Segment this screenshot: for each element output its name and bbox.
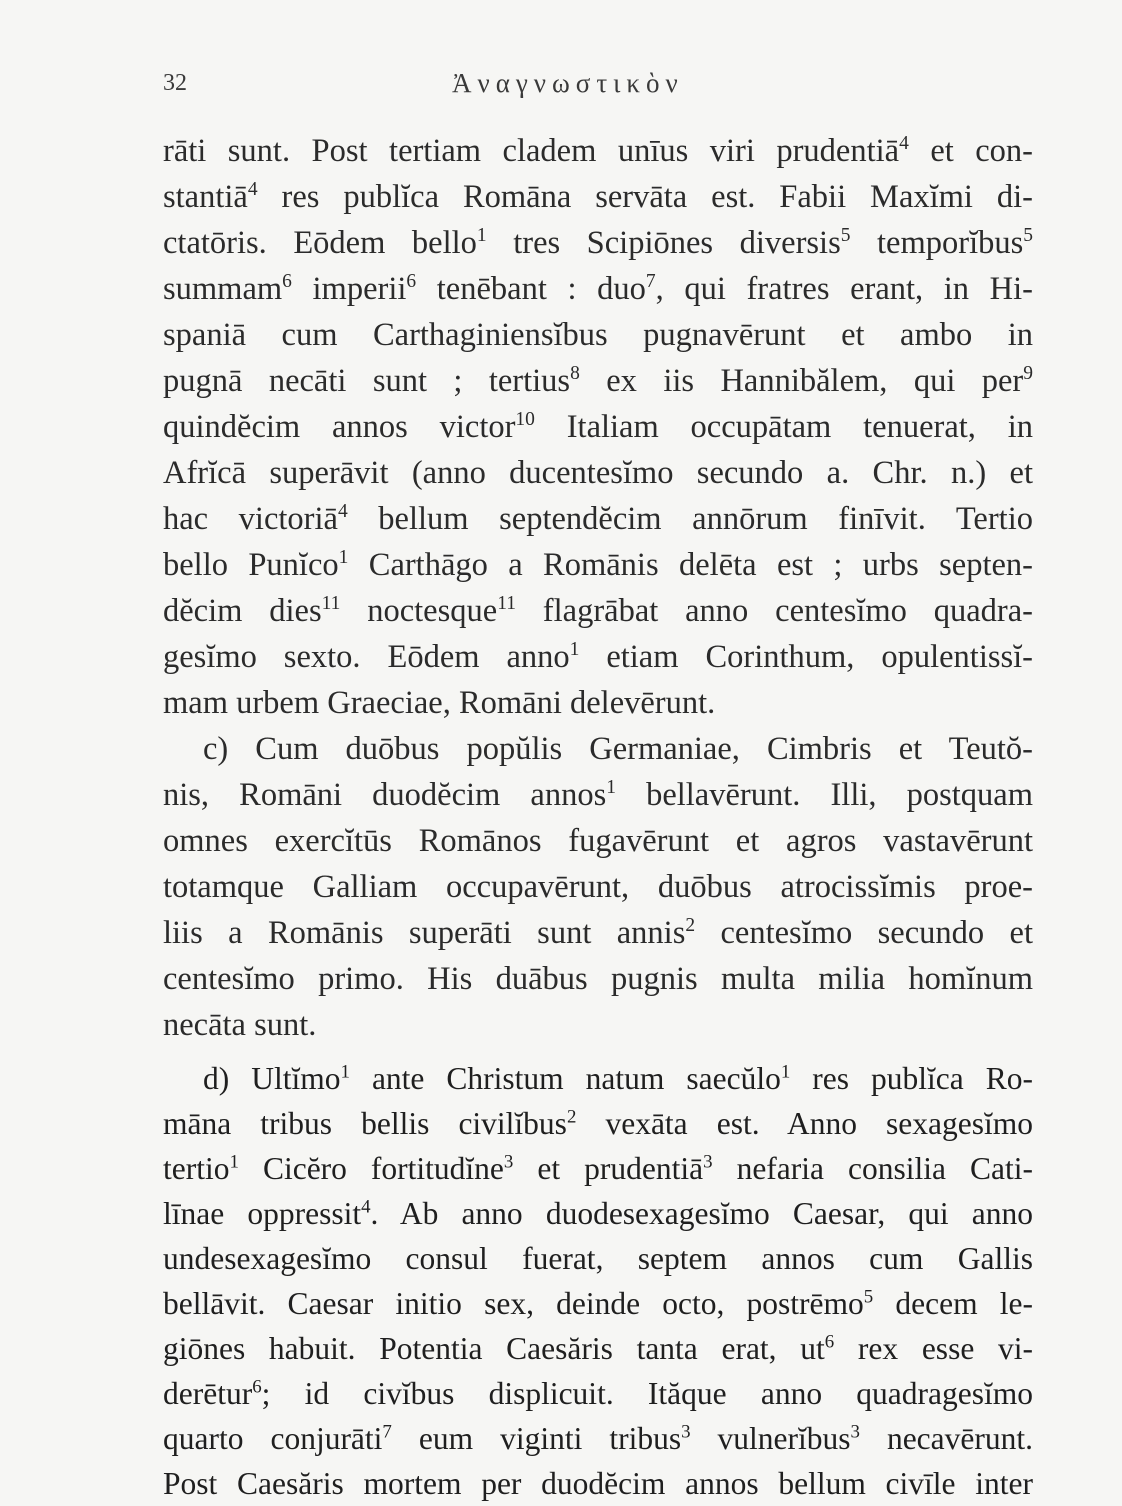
text-line: liis a Romānis superāti sunt annis$^2$ centesĭmo secundo et (163, 915, 1033, 951)
text-line: rāti sunt. Post tertiam cladem unīus viri prudentiā$^4$ et con- (163, 133, 1034, 169)
paragraph-b (163, 128, 1033, 726)
text-line: d) Ultĭmo$^1$ ante Christum natum saecŭlo$^1$ res publĭca Ro- (203, 1061, 1033, 1096)
text-line: bello Punĭco$^1$ Carthāgo a Romānis delēta est ; urbs septen- (163, 547, 1033, 583)
body-text (163, 128, 1033, 1506)
text-line: pugnā necāti sunt ; tertius$^8$ ex iis Hannibălem, qui per$^9$ (163, 363, 1034, 399)
page-number: 32 (163, 70, 187, 96)
text-line: summam$^6$ imperii$^6$ tenēbant : duo$^7$, qui fratres erant, in Hi- (163, 271, 1033, 307)
text-line: nis, Romāni duodĕcim annos$^1$ bellavērunt. Illi, postquam (163, 777, 1033, 813)
text-line: derētur$^6$; id civĭbus displicuit. Ităque anno quadragesĭmo (163, 1376, 1033, 1411)
text-line: Post Caesăris mortem per duodĕcim annos bellum civīle inter (163, 1466, 1033, 1501)
text-line: spaniā cum Carthaginiensĭbus pugnavērunt et ambo in (163, 317, 1033, 353)
text-line: quindĕcim annos victor$^{10}$ Italiam occupātam tenuerat, in (163, 409, 1033, 445)
text-line: līnae oppressit$^4$. Ab anno duodesexagesĭmo Caesar, qui anno (163, 1196, 1033, 1231)
text-line: bellāvit. Caesar initio sex, deinde octo, postrēmo$^5$ decem le- (163, 1286, 1033, 1321)
paragraph-c (163, 726, 1033, 1048)
text-line: mam urbem Graeciae, Romāni delevērunt. (163, 685, 716, 721)
text-line: giōnes habuit. Potentia Caesăris tanta erat, $ut^6$ rex esse vi- (163, 1331, 1033, 1366)
running-title: Ἀναγνωστικὸν (452, 68, 684, 98)
text-line: quarto conjurāti$^7$ eum viginti tribus$^3$ vulnerĭbus$^3$ necavērunt. (163, 1421, 1033, 1456)
text-line: ctatōris. Eōdem bello$^1$ tres Scipiōnes diversis$^5$ temporĭbus$^5$ (163, 225, 1033, 261)
text-line: māna tribus bellis civilĭbus$^2$ vexāta est. Anno sexagesĭmo (163, 1106, 1033, 1141)
text-line: centesĭmo primo. His duābus pugnis multa milia homĭnum (163, 961, 1033, 997)
text-line: Afrĭcā superāvit (anno ducentesĭmo secundo a. Chr. n.) et (163, 455, 1033, 491)
text-line: undesexagesĭmo consul fuerat, septem annos cum Gallis (163, 1241, 1033, 1276)
paragraph-d (163, 1056, 1033, 1506)
text-line: gesĭmo sexto. Eōdem anno$^1$ etiam Corinthum, opulentissĭ- (163, 639, 1033, 675)
text-line: stantiā$^4$ res publĭca Romāna servāta est. Fabii Maxĭmi di- (163, 179, 1033, 215)
text-line: omnes exercĭtūs Romānos fugavērunt et agros vastavērunt (163, 823, 1033, 859)
text-line: tertio$^1$ Cicĕro fortitudĭne$^3$ et prudentiā$^3$ nefaria consilia Cati- (163, 1151, 1033, 1186)
text-line: dĕcim dies$^{11}$ noctesque$^{11}$ flagrābat anno centesĭmo quadra- (163, 593, 1033, 629)
text-line: necāta sunt. (163, 1007, 317, 1043)
text-line: c) Cum duōbus popŭlis Germaniae, Cimbris et Teutŏ- (203, 731, 1033, 767)
text-line: hac victoriā$^4$ bellum septendĕcim annōrum finīvit. Tertio (163, 501, 1033, 537)
text-line: totamque Galliam occupavērunt, duōbus atrocissĭmis proe- (163, 869, 1033, 905)
